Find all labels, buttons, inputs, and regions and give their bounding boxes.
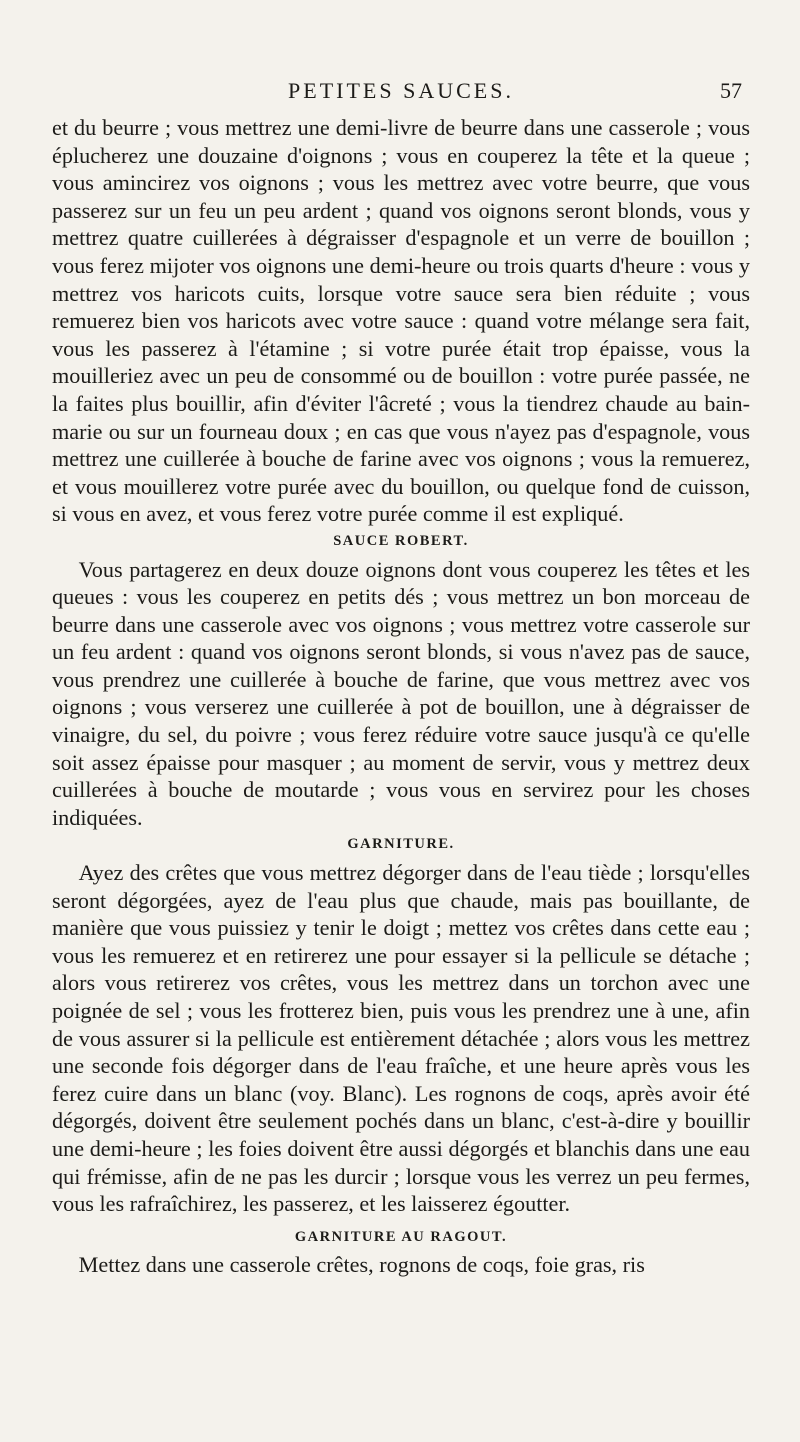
running-title: PETITES SAUCES. xyxy=(288,78,514,103)
paragraph-garniture-au-ragout: Mettez dans une casserole crêtes, rognons de coqs, foie gras, ris xyxy=(78,1252,645,1278)
running-head xyxy=(52,78,750,114)
heading-garniture: GARNITURE. xyxy=(347,836,455,853)
page-number: 57 xyxy=(720,78,742,103)
paragraph-garniture: Ayez des crêtes que vous mettrez dégorger dans de l'eau tiède ; lorsqu'elles seront dégorgées, ayez de l'eau plus que chaude, mais pas bouillante, de manière que vous puissiez y tenir le doigt ; mettez vos crêtes dans cette eau ; vous les remuerez et en retirerez une pour essayer si la pellicule se détache ; alors vous retirerez vos crêtes, vous les mettrez dans un torchon avec une poignée de sel ; vous les frotterez bien, puis vous les prendrez une à une, afin de vous assurer si la pellicule est entièrement détachée ; alors vous les mettrez une seconde fois dégorger dans de l'eau fraîche, et une heure après vous les ferez cuire dans un blanc (voy. Blanc). Les rognons de coqs, après avoir été dégorgés, doivent être seulement pochés dans un blanc, c'est-à-dire y bouillir une demi-heure ; les foies doivent être aussi dégorgés et blanchis dans une eau qui frémisse, afin de ne pas les durcir ; lorsque vous les verrez un peu fermes, vous les rafraîchirez, les passerez, et les laisserez égoutter. xyxy=(52,860,750,1217)
heading-sauce-robert: SAUCE ROBERT. xyxy=(333,532,469,549)
paragraph-haricots-puree: et du beurre ; vous mettrez une demi-livre de beurre dans une casserole ; vous éplucherez une douzaine d'oignons ; vous en couperez la tête et la queue ; vous amincirez vos oignons ; vous les mettrez avec votre beurre, que vous passerez sur un feu un peu ardent ; quand vos oignons seront blonds, vous y mettrez quatre cuillerées à dégraisser d'espagnole et un verre de bouillon ; vous ferez mijoter vos oignons une demi-heure ou trois quarts d'heure : vous y mettrez vos haricots cuits, lorsque votre sauce sera bien réduite ; vous remuerez bien vos haricots avec votre sauce : quand votre mélange sera fait, vous les passerez à l'étamine ; si votre purée était trop épaisse, vous la mouilleriez avec un peu de consommé ou de bouillon : votre purée passée, ne la faites plus bouillir, afin d'éviter l'âcreté ; vous la tiendrez chaude au bain-marie ou sur un fourneau doux ; en cas que vous n'ayez pas d'espagnole, vous mettrez une cuillerée à bouche de farine avec vos oignons ; vous la remuerez, et vous mouillerez votre purée avec du bouillon, ou quelque fond de cuisson, si vous en avez, et vous ferez votre purée comme il est expliqué. xyxy=(52,115,750,527)
paragraph-sauce-robert: Vous partagerez en deux douze oignons dont vous couperez les têtes et les queues : vous les couperez en petits dés ; vous mettrez un bon morceau de beurre dans une casserole avec vos oignons ; vous mettrez votre casserole sur un feu ardent : quand vos oignons seront blonds, si vous n'avez pas de sauce, vous prendrez une cuillerée à bouche de farine, que vous mettrez avec vos oignons ; vous verserez une cuillerée à pot de bouillon, une à dégraisser de vinaigre, du sel, du poivre ; vous ferez réduire votre sauce jusqu'à ce qu'elle soit assez épaisse pour masquer ; au moment de servir, vous y mettrez deux cuillerées à bouche de moutarde ; vous vous en servirez pour les choses indiquées. xyxy=(52,556,750,830)
heading-garniture-au-ragout: GARNITURE AU RAGOUT. xyxy=(294,1228,508,1245)
